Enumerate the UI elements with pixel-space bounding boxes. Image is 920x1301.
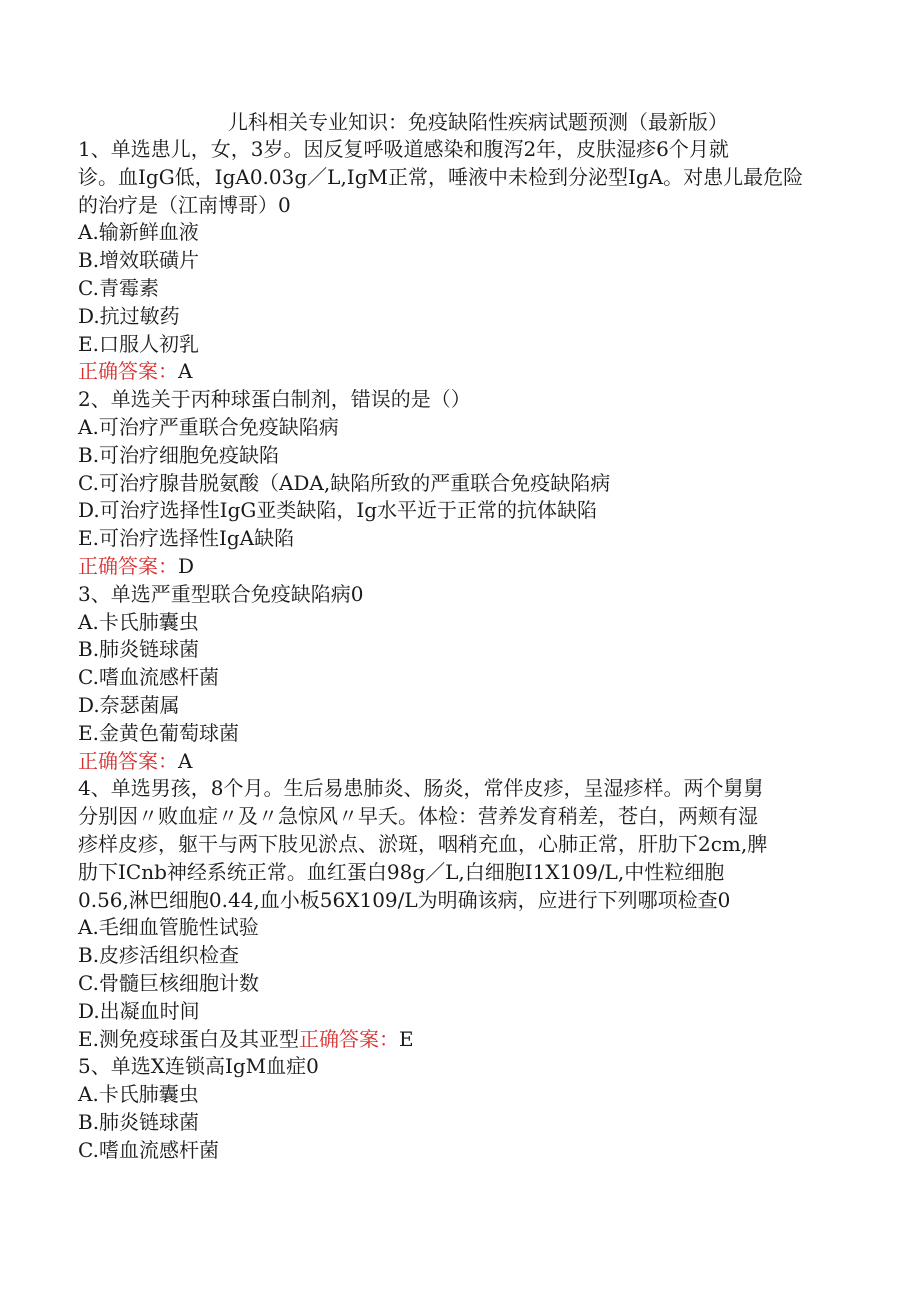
option-b: B.增效联磺片 (78, 248, 200, 273)
option-a: A.卡氏肺囊虫 (78, 1082, 199, 1107)
question-stem-line: 5、单选X连锁高IgM血症0 (78, 1054, 319, 1079)
document-page (78, 108, 848, 1164)
option-e: E.金黄色葡萄球菌 (78, 720, 239, 745)
question-1 (78, 136, 848, 386)
option-b: B.可治疗细胞免疫缺陷 (78, 442, 280, 467)
option-c: C.嗜血流感杆菌 (78, 665, 219, 690)
option-d: D.出凝血时间 (78, 998, 200, 1023)
question-stem-line: 分别因〃败血症〃及〃急惊风〃早夭。体检：营养发育稍差，苍白，两颊有湿 (78, 804, 758, 829)
question-5 (78, 1053, 848, 1164)
document-title: 儿科相关专业知识：免疫缺陷性疾病试题预测（最新版） (228, 110, 728, 134)
answer-value: A (178, 748, 193, 773)
question-stem-line: 0.56,淋巴细胞0.44,血小板56X109/L为明确该病，应进行下列哪项检查0 (78, 887, 731, 912)
answer-value: D (178, 553, 195, 578)
correct-answer (78, 748, 848, 776)
option-e: E.口服人初乳 (78, 331, 199, 356)
question-stem-line: 3、单选严重型联合免疫缺陷病0 (78, 581, 364, 606)
option-a: A.输新鲜血液 (78, 220, 199, 245)
question-stem-line: 1、单选患儿，女，3岁。因反复呼吸道感染和腹泻2年，皮肤湿疹6个月就 (78, 137, 729, 161)
option-a: A.可治疗严重联合免疫缺陷病 (78, 414, 339, 439)
option-e: E.测免疫球蛋白及其亚型 (78, 1026, 299, 1051)
question-2 (78, 386, 848, 581)
question-stem-line: 疹样皮疹，躯干与两下肢见淤点、淤斑，咽稍充血，心肺正常，肝肋下2cm,脾 (78, 831, 768, 856)
answer-value: E (398, 1026, 414, 1051)
question-stem-line: 的治疗是（江南博哥）0 (78, 192, 291, 217)
option-a: A.毛细血管脆性试验 (78, 915, 259, 940)
option-e: E.可治疗选择性IgA缺陷 (78, 526, 295, 551)
option-b: B.皮疹活组织检查 (78, 943, 240, 968)
option-c: C.骨髓巨核细胞计数 (78, 970, 259, 995)
answer-label: 正确答案： (78, 748, 178, 773)
option-c: C.可治疗腺昔脱氨酸（ADA,缺陷所致的严重联合免疫缺陷病 (78, 470, 611, 495)
answer-value: A (178, 359, 193, 384)
option-c: C.青霉素 (78, 275, 159, 300)
question-stem-line: 肋下ICnb神经系统正常。血红蛋白98g／L,白细胞I1X109/L,中性粒细胞 (78, 859, 725, 884)
option-d: D.抗过敏药 (78, 303, 180, 328)
correct-answer (78, 553, 848, 581)
question-4 (78, 775, 848, 1053)
option-b: B.肺炎链球菌 (78, 1109, 200, 1134)
option-d: D.可治疗选择性IgG亚类缺陷，Ig水平近于正常的抗体缺陷 (78, 498, 598, 523)
option-a: A.卡氏肺囊虫 (78, 609, 199, 634)
question-stem-line: 2、单选关于丙种球蛋白制剂，错误的是（） (78, 387, 471, 412)
answer-label: 正确答案： (298, 1026, 399, 1051)
answer-label: 正确答案： (78, 359, 178, 384)
question-3 (78, 581, 848, 776)
answer-label: 正确答案： (78, 553, 178, 578)
option-c: C.嗜血流感杆菌 (78, 1137, 219, 1162)
option-b: B.肺炎链球菌 (78, 637, 200, 662)
question-stem-line: 诊。血IgG低，IgA0.03g／L,IgM正常，唾液中未检到分泌型IgA。对患儿最危险 (78, 164, 804, 189)
option-e-with-answer (78, 1026, 848, 1054)
correct-answer (78, 358, 848, 386)
question-stem-line: 4、单选男孩，8个月。生后易患肺炎、肠炎，常伴皮疹，呈湿疹样。两个舅舅 (78, 776, 764, 801)
option-d: D.奈瑟菌属 (78, 692, 180, 717)
